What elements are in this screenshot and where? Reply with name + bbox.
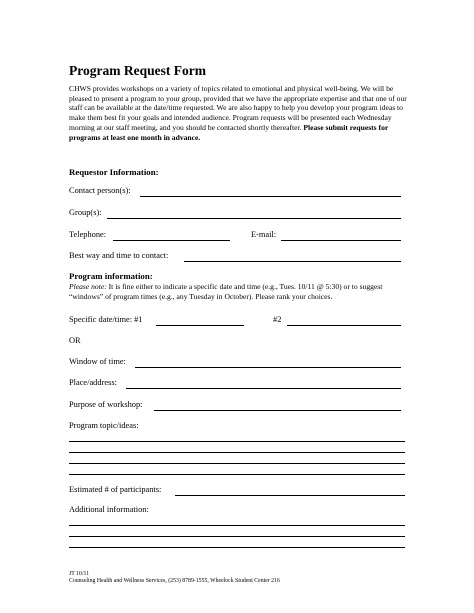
telephone-field[interactable] [113,240,230,241]
or-label: OR [69,336,81,345]
specific-date-label: Specific date/time: #1 [69,315,143,324]
note-text: It is fine either to indicate a specific date and time (e.g., Tues. 10/11 @ 5:30) or to suggest “windows” of program times (e.g., any Tuesday in October). Please rank your choices. [69,282,383,301]
specific-date-2-label: #2 [273,315,282,324]
place-field[interactable] [126,388,401,389]
best-way-field[interactable] [184,261,401,262]
topic-line-4[interactable] [69,474,405,475]
participants-field[interactable] [175,495,405,496]
groups-field[interactable] [107,218,401,219]
purpose-label: Purpose of workshop: [69,400,143,409]
note-label: Please note: [69,282,107,291]
email-field[interactable] [281,240,401,241]
intro-bold-text: Please submit requests for programs at least one month in advance. [69,122,389,142]
best-way-label: Best way and time to contact: [69,251,169,260]
additional-line-1[interactable] [69,525,405,526]
additional-label: Additional information: [69,505,149,514]
program-note [69,282,409,301]
topic-line-1[interactable] [69,441,405,442]
contact-label: Contact person(s): [69,186,131,195]
email-label: E-mail: [251,230,277,239]
groups-label: Group(s): [69,208,102,217]
intro-paragraph [69,84,414,142]
requestor-heading: Requestor Information: [69,167,159,177]
intro-text: CHWS provides workshops on a variety of topics related to emotional and physical well-being. We will be pleased to present a program to your group, provided that we have the appropriate expertise and that one of our staff can be available at the date/time requested. We are also happy to help you develop your program ideas to make them best fit your goals and intended audience. Program requests will be presented each Wednesday morning at our staff meeting, and you should be contacted shortly thereafter. [69,84,407,132]
topic-label: Program topic/ideas: [69,421,139,430]
contact-field[interactable] [140,196,401,197]
specific-date-1-field[interactable] [156,325,244,326]
form-title: Program Request Form [69,63,206,78]
participants-label: Estimated # of participants: [69,485,162,494]
additional-line-3[interactable] [69,547,405,548]
window-field[interactable] [135,367,401,368]
place-label: Place/address: [69,378,117,387]
additional-line-2[interactable] [69,536,405,537]
window-label: Window of time: [69,357,126,366]
topic-line-2[interactable] [69,452,405,453]
footer-code: JT 10/11 [69,571,90,577]
purpose-field[interactable] [154,410,401,411]
specific-date-2-field[interactable] [287,325,401,326]
telephone-label: Telephone: [69,230,107,239]
topic-line-3[interactable] [69,463,405,464]
footer-contact: Counseling Health and Wellness Services, (253) 8789-1555, Wheelock Student Center 216 [69,578,280,584]
program-heading: Program information: [69,271,153,281]
